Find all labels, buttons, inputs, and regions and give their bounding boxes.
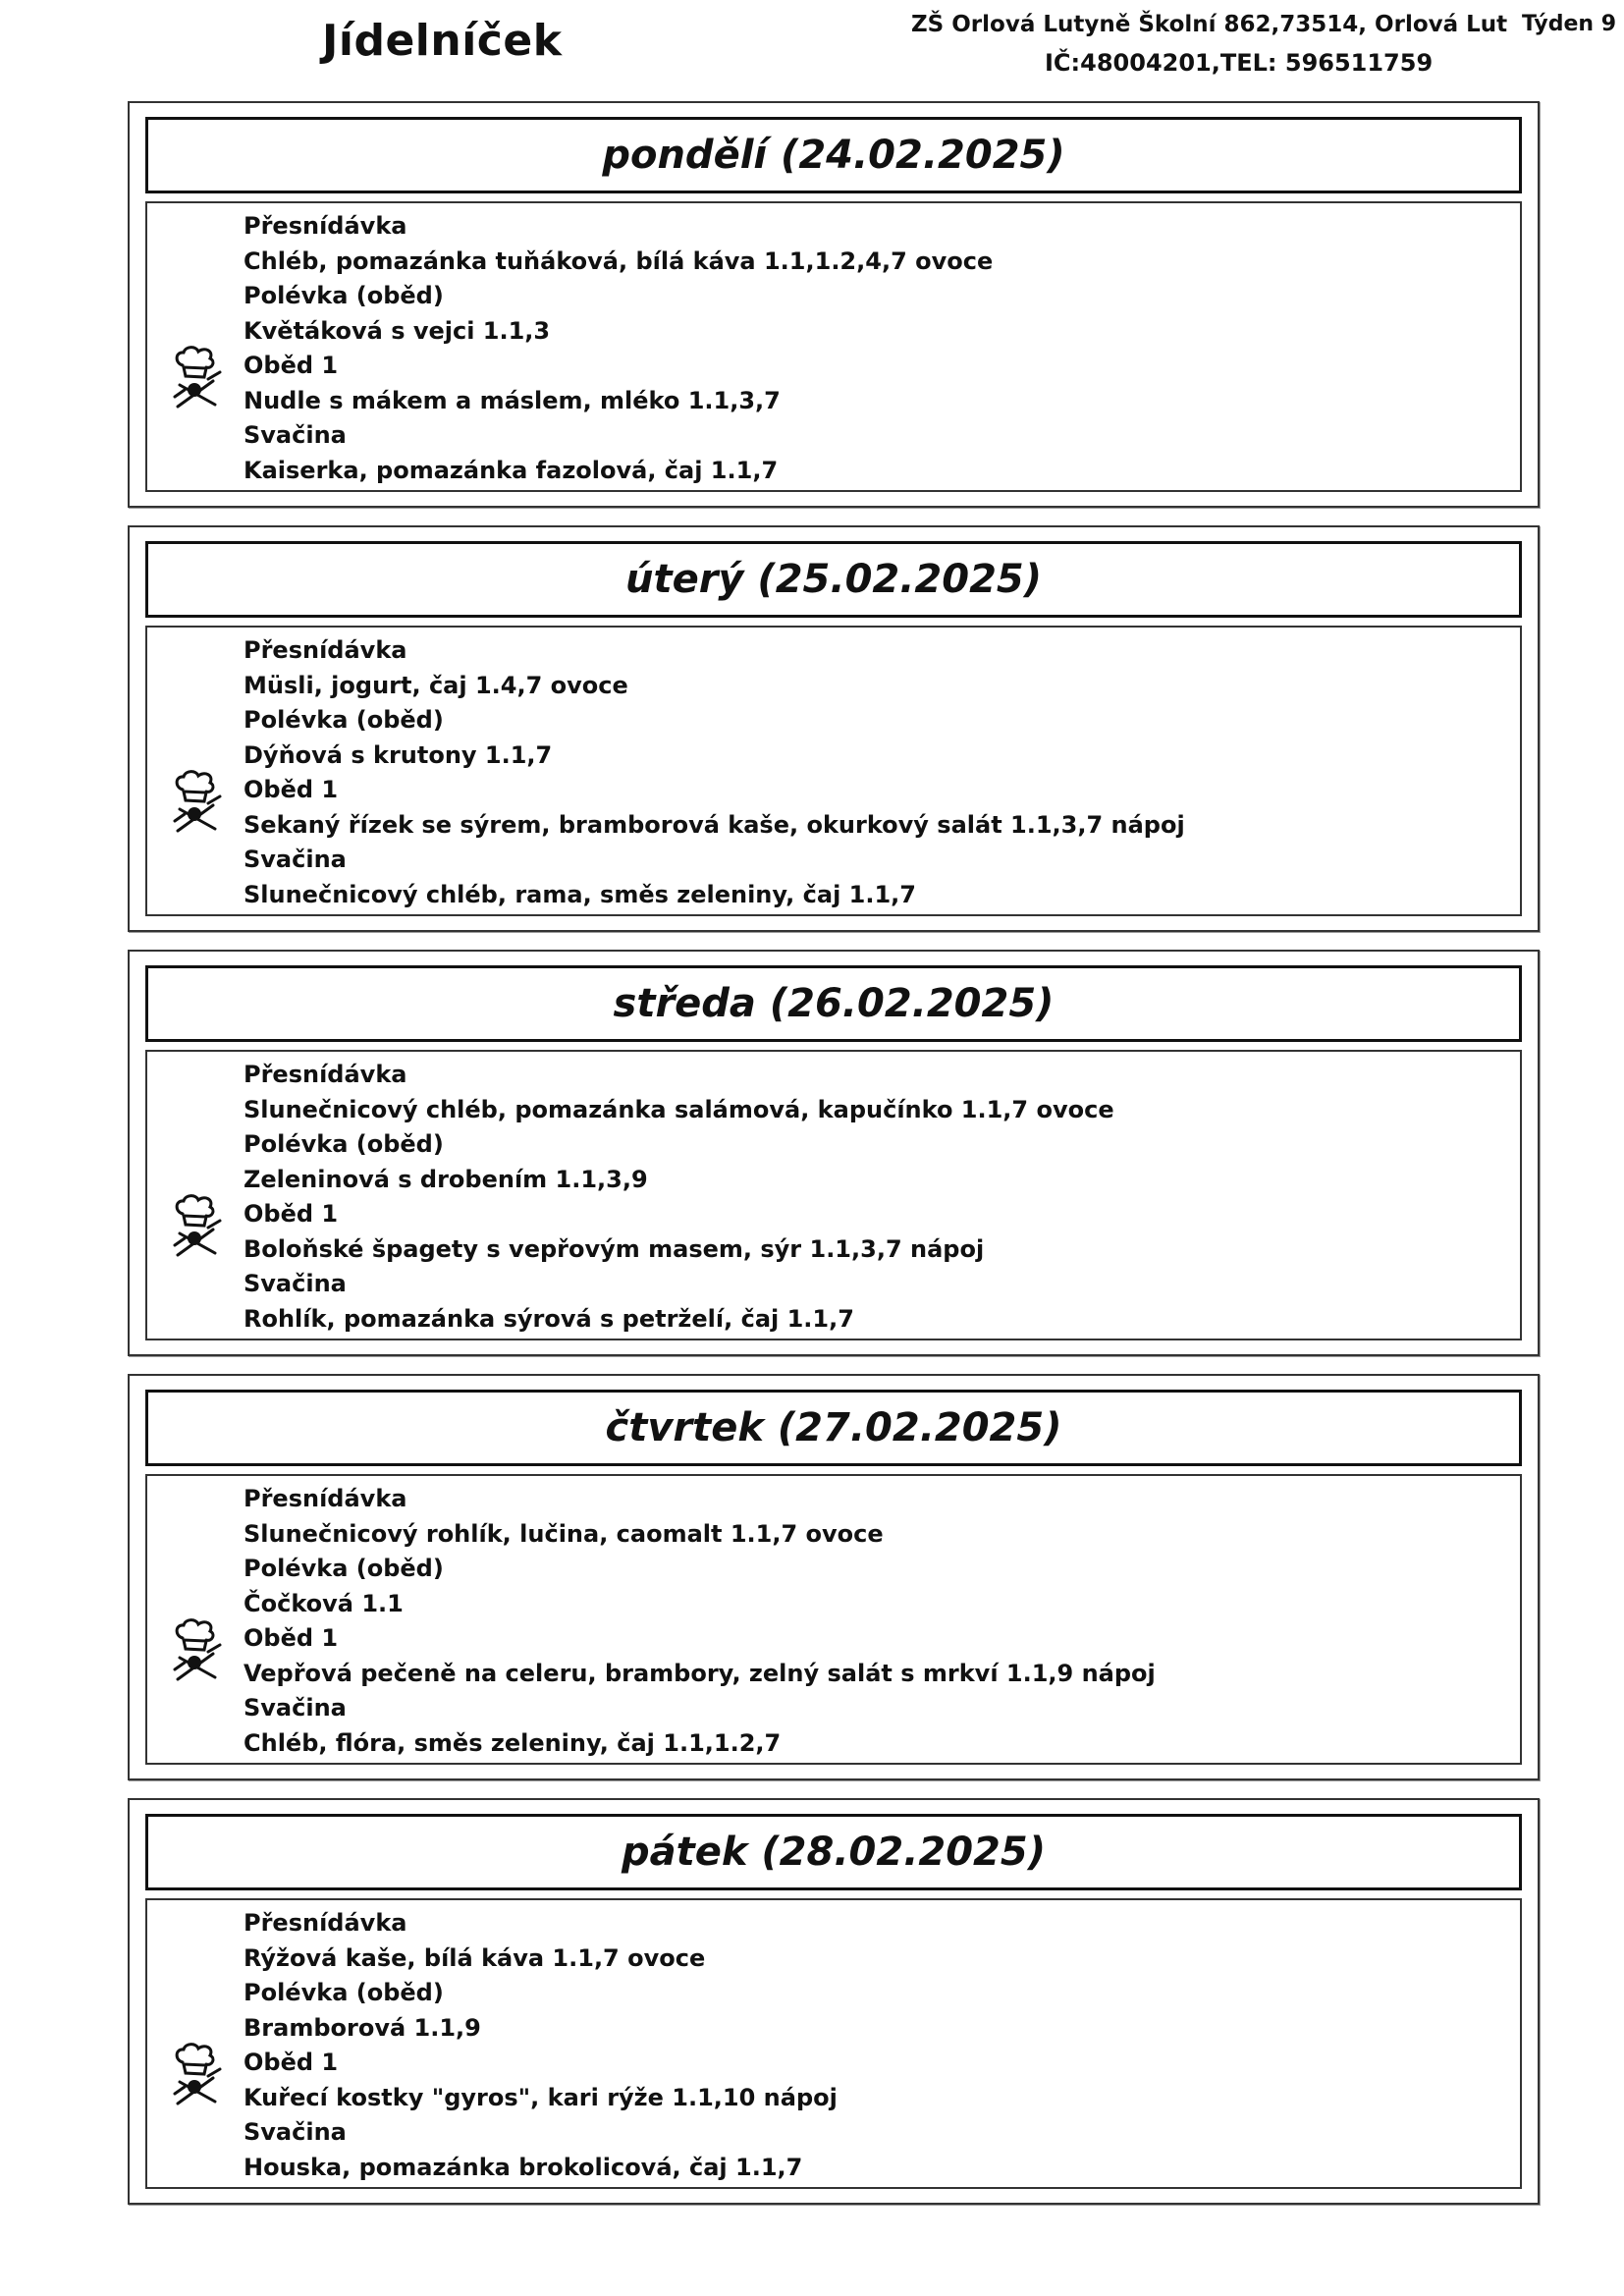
- menu-items: [244, 633, 1185, 912]
- day-title: pátek (28.02.2025): [621, 1830, 1046, 1875]
- meal-label: Oběd 1: [244, 1200, 339, 1228]
- meal-label: Přesnídávka: [244, 212, 407, 240]
- day-section-monday: [128, 101, 1540, 508]
- day-menu: [145, 626, 1522, 916]
- meal-item: Rýžová kaše, bílá káva 1.1,7 ovoce: [244, 1943, 706, 1972]
- meal-item: Chléb, pomazánka tuňáková, bílá káva 1.1,1.2,4,7 ovoce: [244, 246, 994, 275]
- meal-label: Polévka (oběd): [244, 706, 444, 734]
- menu-items: [244, 1906, 838, 2185]
- meal-label: Přesnídávka: [244, 1061, 407, 1088]
- day-menu: [145, 1898, 1522, 2189]
- meal-item: Nudle s mákem a máslem, mléko 1.1,3,7: [244, 386, 781, 414]
- meal-item: Boloňské špagety s vepřovým masem, sýr 1.1,3,7 nápoj: [244, 1234, 985, 1263]
- chef-icon: [169, 1618, 226, 1683]
- meal-label: Polévka (oběd): [244, 1130, 444, 1158]
- meal-item: Slunečnicový rohlík, lučina, caomalt 1.1,7 ovoce: [244, 1519, 884, 1548]
- meal-item: Slunečnicový chléb, rama, směs zeleniny, čaj 1.1,7: [244, 880, 916, 908]
- week-label: Týden 9: [1522, 12, 1617, 36]
- day-title: čtvrtek (27.02.2025): [605, 1405, 1062, 1450]
- school-contact: IČ:48004201,TEL: 596511759: [1045, 49, 1434, 77]
- chef-icon: [169, 346, 226, 410]
- meal-label: Oběd 1: [244, 2049, 339, 2076]
- day-section-friday: [128, 1798, 1540, 2205]
- meal-label: Svačina: [244, 1694, 347, 1722]
- chef-icon: [169, 2043, 226, 2107]
- day-header: [145, 1390, 1522, 1466]
- school-address: ZŠ Orlová Lutyně Školní 862,73514, Orlová Lut: [911, 12, 1508, 37]
- day-header: [145, 965, 1522, 1042]
- meal-item: Dýňová s krutony 1.1,7: [244, 740, 553, 769]
- meal-label: Přesnídávka: [244, 636, 407, 664]
- meal-item: Müsli, jogurt, čaj 1.4,7 ovoce: [244, 671, 628, 699]
- day-title: pondělí (24.02.2025): [602, 133, 1065, 178]
- meal-label: Přesnídávka: [244, 1909, 407, 1937]
- day-section-thursday: [128, 1374, 1540, 1780]
- day-title: středa (26.02.2025): [613, 981, 1055, 1026]
- meal-label: Oběd 1: [244, 776, 339, 803]
- day-header: [145, 117, 1522, 193]
- day-menu: [145, 1474, 1522, 1765]
- day-menu: [145, 1050, 1522, 1340]
- day-section-tuesday: [128, 525, 1540, 932]
- meal-label: Oběd 1: [244, 352, 339, 379]
- meal-item: Čočková 1.1: [244, 1589, 404, 1617]
- day-menu: [145, 201, 1522, 492]
- meal-item: Sekaný řízek se sýrem, bramborová kaše, okurkový salát 1.1,3,7 nápoj: [244, 810, 1185, 839]
- day-header: [145, 541, 1522, 618]
- menu-items: [244, 209, 993, 488]
- meal-item: Rohlík, pomazánka sýrová s petrželí, čaj 1.1,7: [244, 1304, 854, 1333]
- menu-items: [244, 1482, 1156, 1761]
- day-title: úterý (25.02.2025): [624, 557, 1043, 602]
- day-header: [145, 1814, 1522, 1890]
- chef-icon: [169, 1194, 226, 1259]
- meal-label: Polévka (oběd): [244, 1979, 444, 2006]
- meal-label: Svačina: [244, 2118, 347, 2146]
- page-title: Jídelníček: [322, 16, 563, 66]
- meal-item: Zeleninová s drobením 1.1,3,9: [244, 1165, 648, 1193]
- meal-item: Houska, pomazánka brokolicová, čaj 1.1,7: [244, 2153, 803, 2181]
- meal-label: Oběd 1: [244, 1624, 339, 1652]
- meal-label: Svačina: [244, 421, 347, 449]
- meal-item: Kaiserka, pomazánka fazolová, čaj 1.1,7: [244, 456, 779, 484]
- meal-item: Chléb, flóra, směs zeleniny, čaj 1.1,1.2,7: [244, 1728, 782, 1757]
- meal-item: Kuřecí kostky "gyros", kari rýže 1.1,10 nápoj: [244, 2083, 838, 2111]
- meal-label: Polévka (oběd): [244, 1555, 444, 1582]
- chef-icon: [169, 770, 226, 835]
- meal-label: Svačina: [244, 1270, 347, 1297]
- meal-item: Slunečnicový chléb, pomazánka salámová, kapučínko 1.1,7 ovoce: [244, 1095, 1114, 1123]
- day-section-wednesday: [128, 950, 1540, 1356]
- menu-items: [244, 1058, 1114, 1337]
- meal-label: Polévka (oběd): [244, 282, 444, 309]
- meal-label: Svačina: [244, 846, 347, 873]
- meal-item: Vepřová pečeně na celeru, brambory, zelný salát s mrkví 1.1,9 nápoj: [244, 1659, 1156, 1687]
- meal-item: Květáková s vejci 1.1,3: [244, 316, 551, 345]
- meal-item: Bramborová 1.1,9: [244, 2013, 481, 2042]
- meal-label: Přesnídávka: [244, 1485, 407, 1512]
